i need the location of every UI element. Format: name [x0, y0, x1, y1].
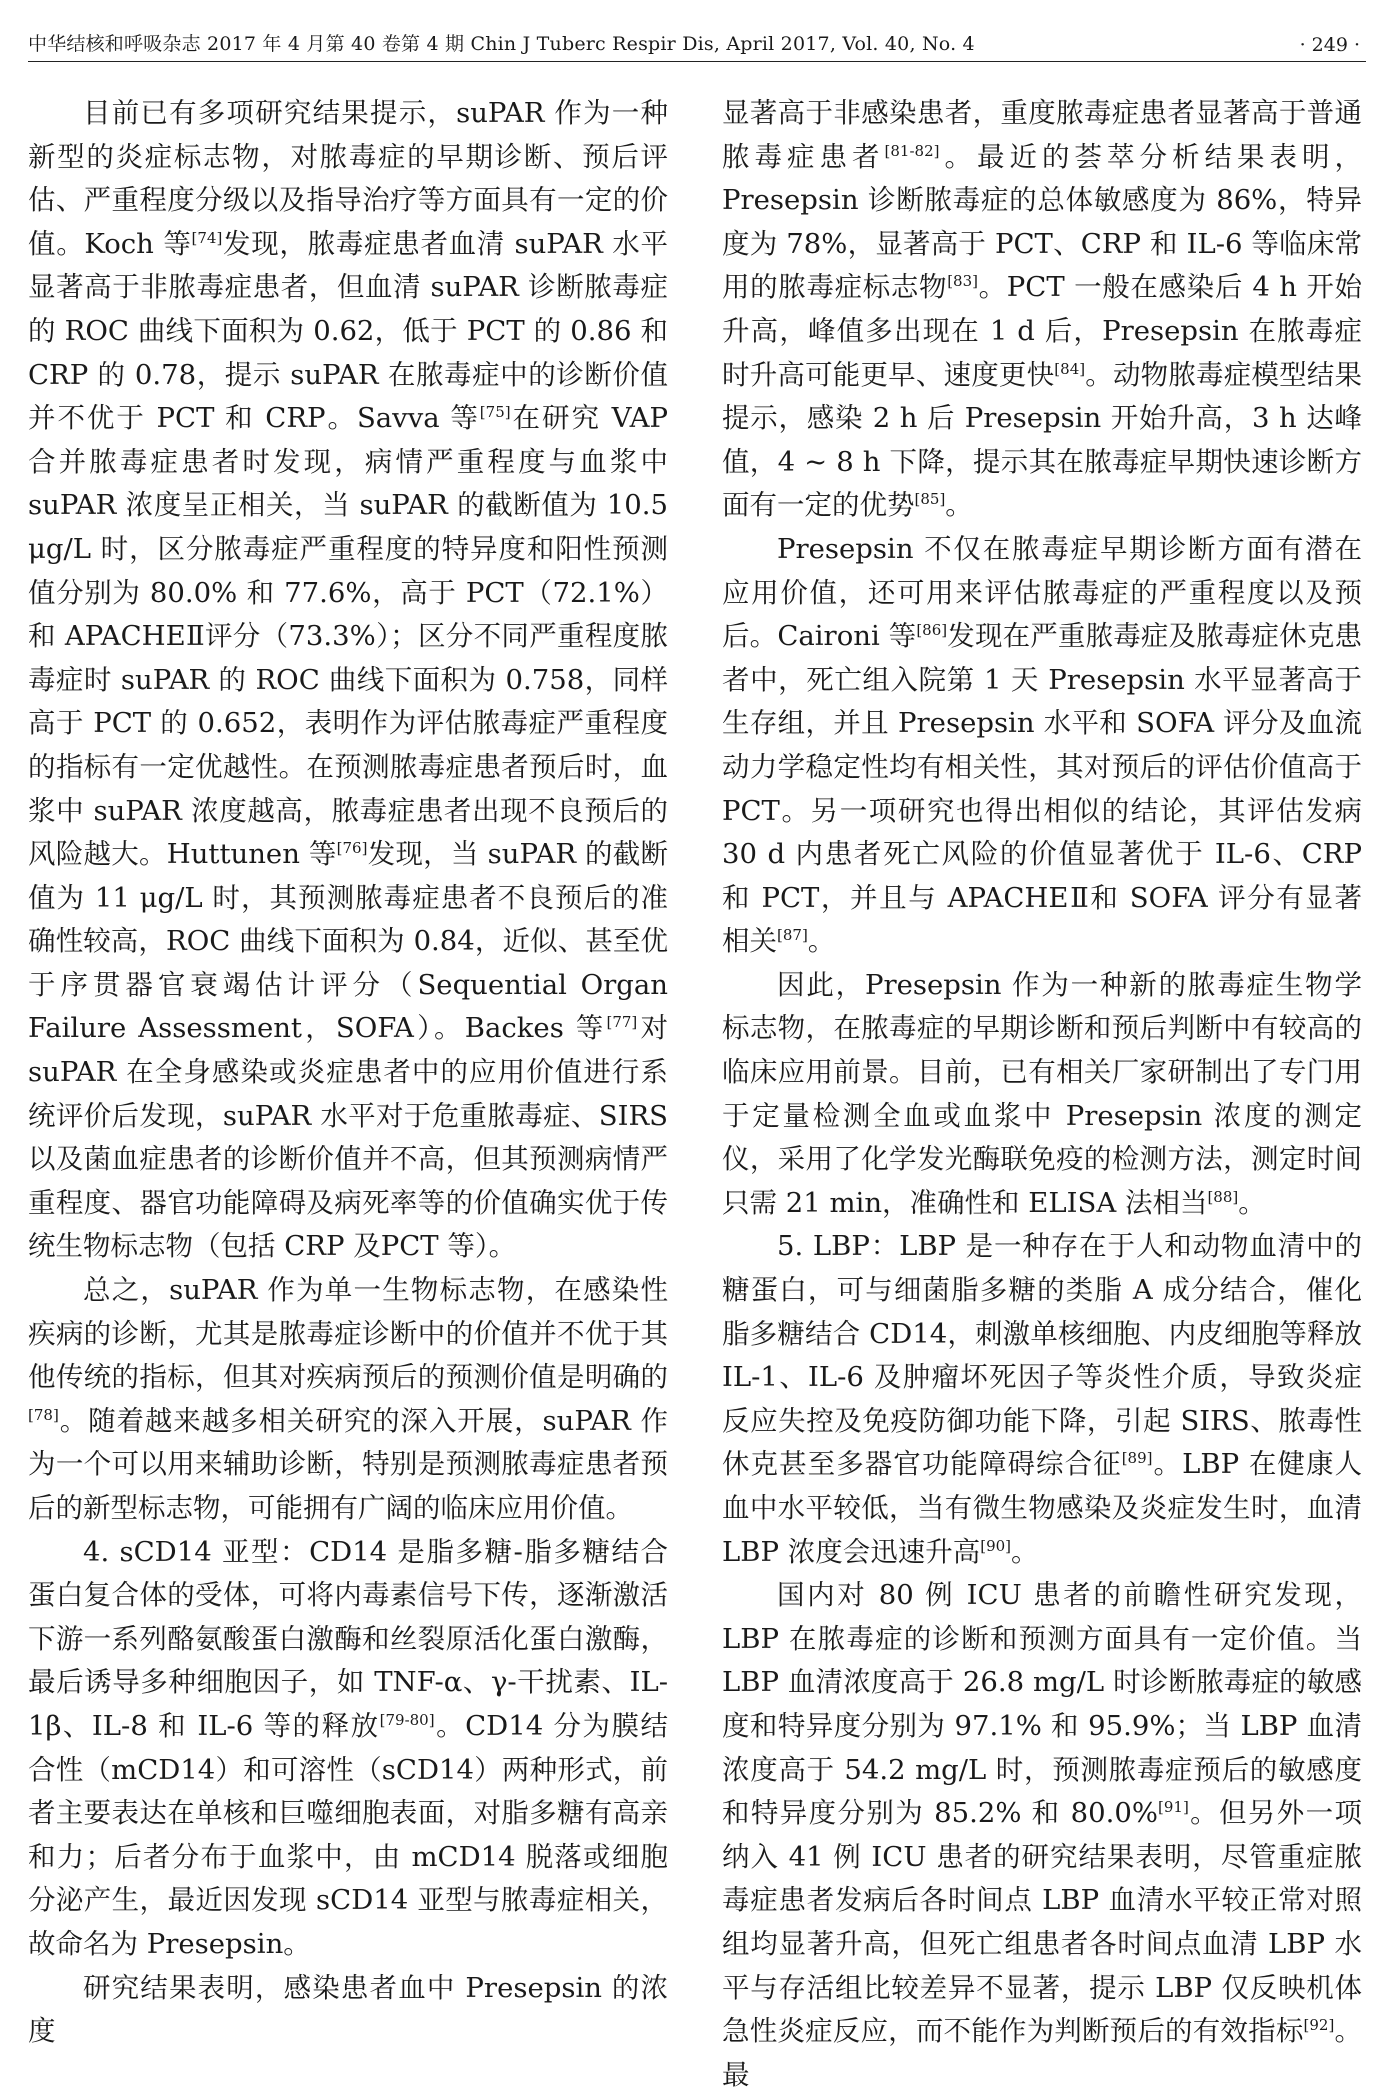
citation-ref: [78]	[28, 1405, 59, 1424]
text-run: 总之，suPAR 作为单一生物标志物，在感染性疾病的诊断，尤其是脓毒症诊断中的价值并不优于其他传统的指标，但其对疾病预后的预测价值是明确的	[28, 1274, 668, 1394]
running-header	[28, 22, 1366, 62]
citation-ref: [86]	[916, 620, 948, 639]
citation-ref: [84]	[1054, 359, 1086, 378]
text-run: 。LBP 在健康人血中水平较低，当有微生物感染及炎症发生时，血清 LBP 浓度会迅速升高	[722, 1448, 1363, 1568]
text-run: 因此，Presepsin 作为一种新的脓毒症生物学标志物，在脓毒症的早期诊断和预后判断中有较高的临床应用前景。目前，已有相关厂家研制出了专门用于定量检测全血或血浆中 Presepsin 浓度的测定仪，采用了化学发光酶联免疫的检测方法，测定时间只需 21 min，准确性和 ELISA 法相当	[722, 968, 1362, 1219]
text-run: 在研究 VAP 合并脓毒症患者时发现，病情严重程度与血浆中 suPAR 浓度呈正相关，当 suPAR 的截断值为 10.5 μg/L 时，区分脓毒症严重程度的特异度和阳性预测值分别为 80.0% 和 77.6%，高于 PCT（72.1%）和 APACHEⅡ评分（73.3%）；区分不同严重程度脓毒症时 suPAR 的 ROC 曲线下面积为 0.758，同样高于 PCT 的 0.652，表明作为评估脓毒症严重程度的指标有一定优越性。在预测脓毒症患者预后时，血浆中 suPAR 浓度越高，脓毒症患者出现不良预后的风险越大。Huttunen 等	[28, 402, 668, 871]
text-run: 。	[1011, 1535, 1039, 1568]
journal-citation: 中华结核和呼吸杂志 2017 年 4 月第 40 卷第 4 期 Chin J Tuberc Respir Dis, April 2017, Vol. 40, No. 4	[28, 33, 975, 55]
citation-ref: [75]	[479, 403, 511, 421]
right-column	[722, 92, 1362, 2097]
paragraph	[722, 1574, 1362, 2097]
page-number: · 249 ·	[1299, 34, 1360, 56]
text-run: 。最近的荟萃分析结果表明，Presepsin 诊断脓毒症的总体敏感度为 86%，特异度为 78%，显著高于 PCT、CRP 和 IL-6 等临床常用的脓毒症标志物	[722, 140, 1363, 304]
citation-ref: [90]	[980, 1536, 1012, 1555]
text-run: 。	[945, 489, 973, 522]
text-run: 5. LBP：LBP 是一种存在于人和动物血清中的糖蛋白，可与细菌脂多糖的类脂 A 成分结合，催化脂多糖结合 CD14，刺激单核细胞、内皮细胞等释放 IL-1、IL-6 及肿瘤坏死因子等炎性介质，导致炎症反应失控及免疫防御功能下降，引起 SIRS、脓毒性休克甚至多器官功能障碍综合征	[722, 1230, 1362, 1481]
text-run: 。	[807, 925, 836, 958]
citation-ref: [79-80]	[379, 1710, 435, 1729]
text-run: 发现，当 suPAR 的截断值为 11 μg/L 时，其预测脓毒症患者不良预后的准确性较高，ROC 曲线下面积为 0.84，近似、甚至优于序贯器官衰竭估计评分（Sequential Organ Failure Assessment，SOFA）。Backes 等	[28, 838, 668, 1045]
citation-ref: [77]	[606, 1013, 638, 1032]
citation-ref: [83]	[947, 272, 978, 291]
text-run: 发现在严重脓毒症及脓毒症休克患者中，死亡组入院第 1 天 Presepsin 水平显著高于生存组，并且 Presepsin 水平和 SOFA 评分及血流动力学稳定性均有相关性，其对预后的评估价值高于 PCT。另一项研究也得出相似的结论，其评估发病 30 d 内患者死亡风险的价值显著优于 IL-6、CRP 和 PCT，并且与 APACHEⅡ和 SOFA 评分有显著相关	[722, 620, 1363, 958]
citation-ref: [81-82]	[884, 141, 940, 160]
citation-ref: [74]	[191, 228, 223, 247]
citation-ref: [87]	[777, 926, 808, 945]
paragraph	[722, 1225, 1362, 1574]
paragraph	[28, 1967, 668, 2054]
citation-ref: [88]	[1207, 1187, 1239, 1206]
citation-ref: [85]	[914, 490, 946, 509]
citation-ref: [89]	[1121, 1449, 1153, 1468]
paragraph	[722, 92, 1362, 528]
paragraph	[28, 92, 668, 1269]
text-run: 目前已有多项研究结果提示，suPAR 作为一种新型的炎症标志物，对脓毒症的早期诊断、预后评估、严重程度分级以及指导治疗等方面具有一定的价值。Koch 等	[28, 97, 668, 260]
citation-ref: [92]	[1303, 2015, 1335, 2034]
text-run: 。最	[722, 2015, 1363, 2091]
text-run: 研究结果表明，感染患者血中 Presepsin 的浓度	[28, 1971, 668, 2048]
paragraph	[722, 964, 1362, 1226]
text-run: 。CD14 分为膜结合性（mCD14）和可溶性（sCD14）两种形式，前者主要表达在单核和巨噬细胞表面，对脂多糖有高亲和力；后者分布于血浆中，由 mCD14 脱落或细胞分泌产生，最近因发现 sCD14 亚型与脓毒症相关，故命名为 Presepsin。	[28, 1709, 669, 1960]
text-run: 国内对 80 例 ICU 患者的前瞻性研究发现，LBP 在脓毒症的诊断和预测方面具有一定价值。当 LBP 血清浓度高于 26.8 mg/L 时诊断脓毒症的敏感度和特异度分别为 97.1% 和 95.9%；当 LBP 血清浓度高于 54.2 mg/L 时，预测脓毒症预后的敏感度和特异度分别为 85.2% 和 80.0%	[722, 1579, 1362, 1830]
text-run: 显著高于非感染患者，重度脓毒症患者显著高于普通脓毒症患者	[722, 97, 1362, 173]
citation-ref: [76]	[336, 838, 368, 857]
paragraph	[28, 1531, 668, 1967]
text-run: Presepsin 不仅在脓毒症早期诊断方面有潜在应用价值，还可用来评估脓毒症的严重程度以及预后。Caironi 等	[722, 532, 1362, 653]
text-run: 。但另外一项纳入 41 例 ICU 患者的研究结果表明，尽管重症脓毒症患者发病后各时间点 LBP 血清水平较正常对照组均显著升高，但死亡组患者各时间点血清 LBP 水平与存活组比较差异不显著，提示 LBP 仅反映机体急性炎症反应，而不能作为判断预后的有效指标	[722, 1797, 1363, 2048]
paragraph	[722, 528, 1362, 964]
text-run: 。动物脓毒症模型结果提示，感染 2 h 后 Presepsin 开始升高，3 h 达峰值，4 ~ 8 h 下降，提示其在脓毒症早期快速诊断方面有一定的优势	[722, 358, 1363, 522]
text-run: 。	[1238, 1186, 1266, 1219]
text-run: 发现，脓毒症患者血清 suPAR 水平显著高于非脓毒症患者，但血清 suPAR 诊断脓毒症的 ROC 曲线下面积为 0.62，低于 PCT 的 0.86 和 CRP 的 0.78，提示 suPAR 在脓毒症中的诊断价值并不优于 PCT 和 CRP。Savva 等	[28, 227, 668, 435]
citation-ref: [91]	[1158, 1798, 1189, 1816]
text-run: 。随着越来越多相关研究的深入开展，suPAR 作为一个可以用来辅助诊断，特别是预测脓毒症患者预后的新型标志物，可能拥有广阔的临床应用价值。	[28, 1404, 668, 1524]
paragraph	[28, 1269, 668, 1531]
text-run: 。PCT 一般在感染后 4 h 开始升高，峰值多出现在 1 d 后，Presepsin 在脓毒症时升高可能更早、速度更快	[722, 271, 1363, 391]
text-run: 4. sCD14 亚型：CD14 是脂多糖-脂多糖结合蛋白复合体的受体，可将内毒素信号下传，逐渐激活下游一系列酪氨酸蛋白激酶和丝裂原活化蛋白激酶，最后诱导多种细胞因子，如 TNF-α、γ-干扰素、IL-1β、IL-8 和 IL-6 等的释放	[28, 1535, 668, 1742]
text-run: 对 suPAR 在全身感染或炎症患者中的应用价值进行系统评价后发现，suPAR 水平对于危重脓毒症、SIRS 以及菌血症患者的诊断价值并不高，但其预测病情严重程度、器官功能障碍及病死率等的价值确实优于传统生物标志物（包括 CRP 及PCT 等）。	[28, 1012, 668, 1263]
left-column	[28, 92, 668, 2054]
